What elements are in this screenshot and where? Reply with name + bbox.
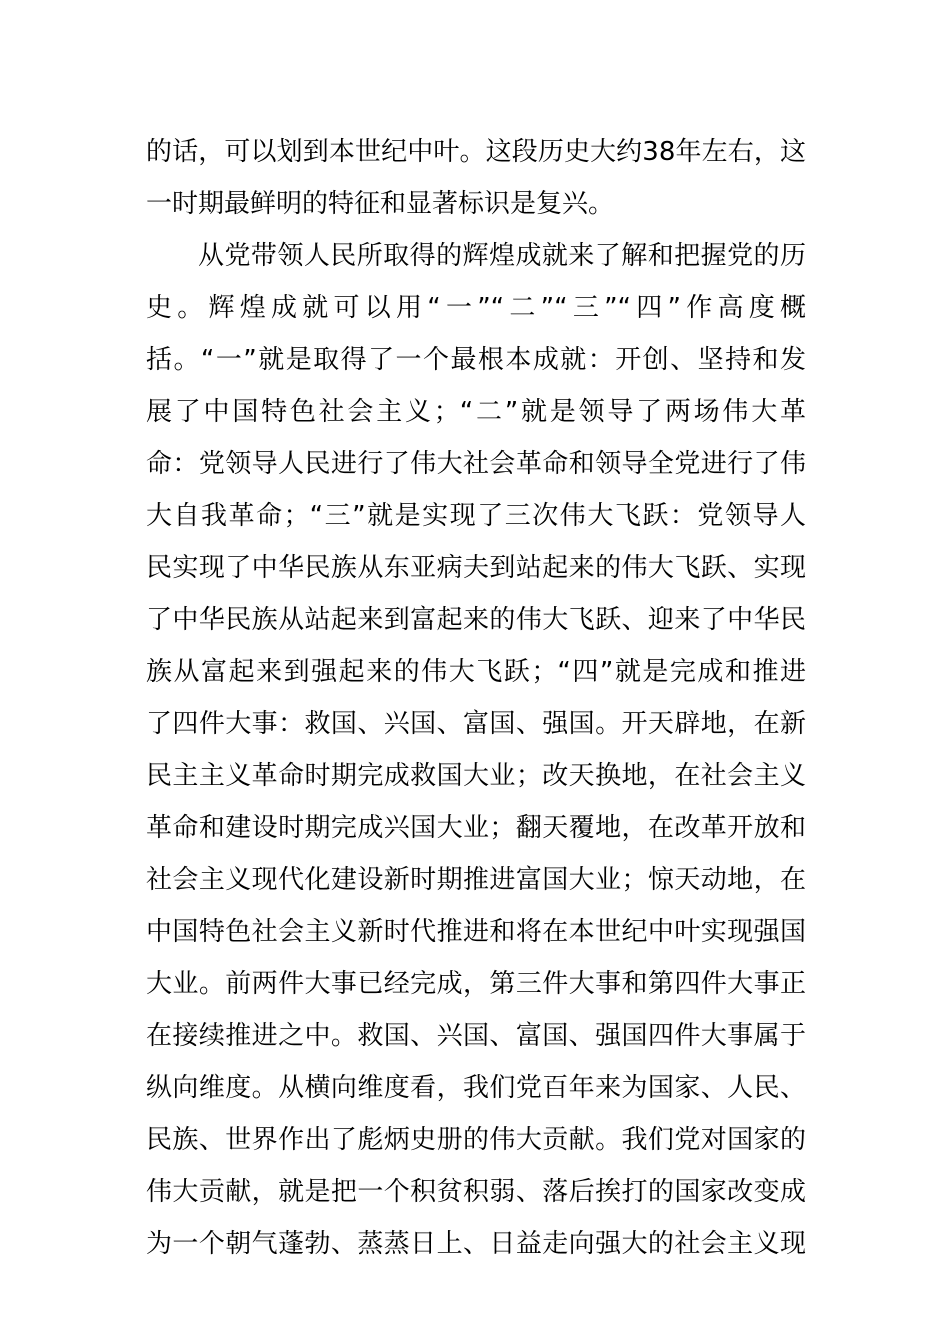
text-line: 伟大贡献，就是把一个积贫积弱、落后挨打的国家改变成	[146, 1177, 806, 1207]
text-line: 了中华民族从站起来到富起来的伟大飞跃、迎来了中华民	[146, 605, 806, 635]
text-line: 革命和建设时期完成兴国大业；翻天覆地，在改革开放和	[146, 813, 806, 843]
text-line: 中国特色社会主义新时代推进和将在本世纪中叶实现强国	[146, 917, 806, 947]
text-line: 族从富起来到强起来的伟大飞跃；“四”就是完成和推进	[146, 657, 806, 687]
text-line: 大自我革命；“三”就是实现了三次伟大飞跃：党领导人	[146, 501, 806, 531]
text-line: 为一个朝气蓬勃、蒸蒸日上、日益走向强大的社会主义现	[146, 1229, 806, 1259]
body-text	[146, 126, 806, 1270]
text-line: 民主主义革命时期完成救国大业；改天换地，在社会主义	[146, 761, 806, 791]
text-line: 括。“一”就是取得了一个最根本成就：开创、坚持和发	[146, 345, 806, 375]
text-line: 展了中国特色社会主义；“二”就是领导了两场伟大革	[146, 397, 806, 427]
text-line: 民族、世界作出了彪炳史册的伟大贡献。我们党对国家的	[146, 1125, 806, 1155]
text-line: 大业。前两件大事已经完成，第三件大事和第四件大事正	[146, 969, 806, 999]
text-line: 纵向维度。从横向维度看，我们党百年来为国家、人民、	[146, 1073, 806, 1103]
text-line: 社会主义现代化建设新时期推进富国大业；惊天动地，在	[146, 865, 806, 895]
text-line: 史。辉煌成就可以用“一”“二”“三”“四”作高度概	[146, 293, 806, 323]
text-line: 从党带领人民所取得的辉煌成就来了解和把握党的历	[198, 241, 806, 271]
text-line: 一时期最鲜明的特征和显著标识是复兴。	[146, 189, 615, 219]
text-line: 民实现了中华民族从东亚病夫到站起来的伟大飞跃、实现	[146, 553, 806, 583]
text-line: 的话，可以划到本世纪中叶。这段历史大约38年左右，这	[146, 137, 806, 167]
text-line: 在接续推进之中。救国、兴国、富国、强国四件大事属于	[146, 1021, 806, 1051]
text-line: 了四件大事：救国、兴国、富国、强国。开天辟地，在新	[146, 709, 806, 739]
text-line: 命：党领导人民进行了伟大社会革命和领导全党进行了伟	[146, 449, 806, 479]
